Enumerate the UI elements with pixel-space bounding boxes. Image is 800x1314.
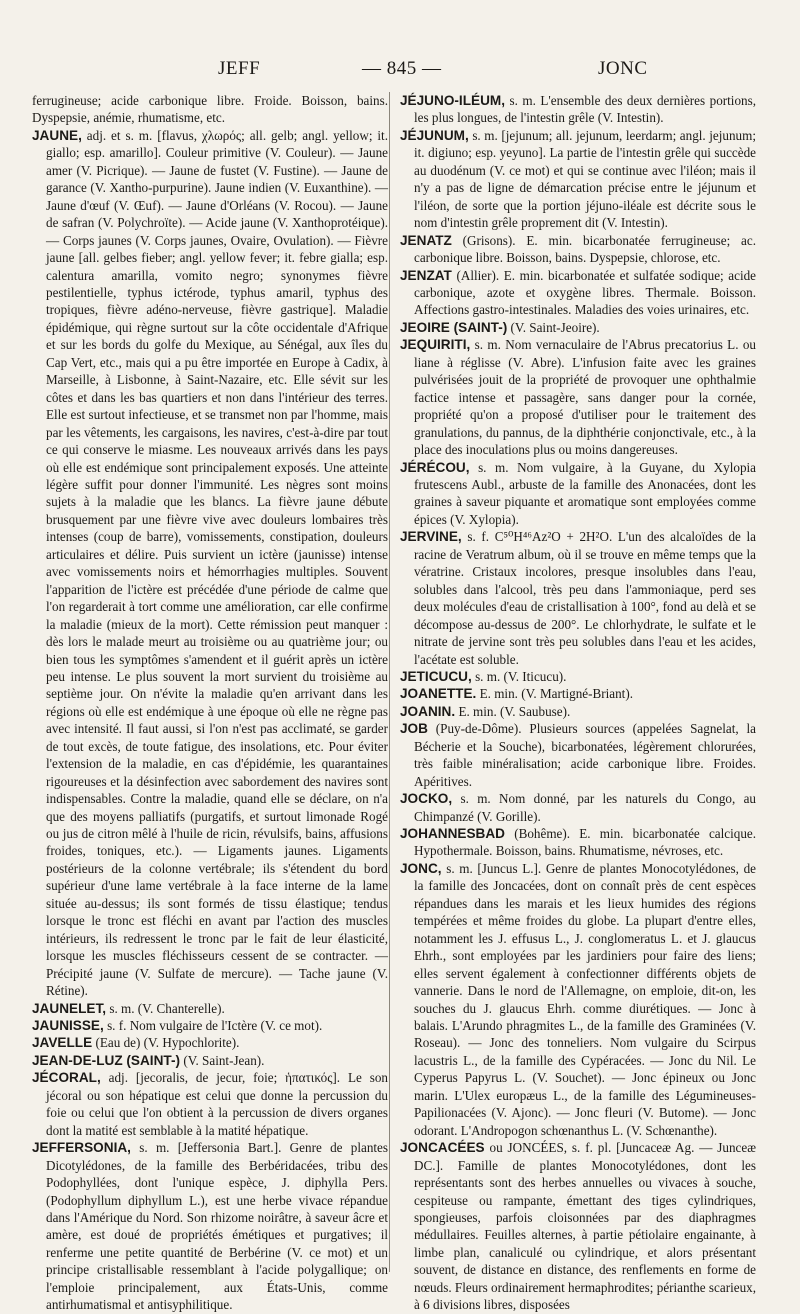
entry-headword: JOB [400, 721, 428, 737]
entry-headword: JENZAT [400, 267, 452, 283]
entry-body: s. f. C⁵⁰H⁴⁶Az²O + 2H²O. L'un des alcaloïdes de la racine de Veratrum album, où il se trouve en même temps que la vératrine. Cristaux incolores, presque insolubles dans l'eau, solubles dans l'alcool, très peu dans l'ammoniaque, perd ses deux molécules d'eau de cristallisation à 100°, fond au delà et se décompose au-dessus de 200°. Le chlorhydrate, le sulfate et le nitrate de jervine sont très peu solubles dans l'eau et les acides, l'acétate est soluble. [414, 529, 756, 667]
dictionary-entry [400, 825, 756, 860]
entry-body: s. m. Nom vulgaire, à la Guyane, du Xylopia frutescens Aubl., arbuste de la famille des Anonacées, dont les graines à saveur piquante et aromatique sont employées comme épices (V. Xylopia). [414, 459, 756, 527]
entry-body: E. min. (V. Saubuse). [458, 703, 571, 719]
dictionary-entry [400, 319, 756, 336]
entry-body: s. m. [jejunum; all. jejunum, leerdarm; angl. jejunum; it. digiuno; esp. yeyuno]. La partie de l'intestin grêle qui succède au duodénum (V. ce mot) et qui se continue avec l'iléon; mais il n'y a pas de ligne de démarcation précise entre le jéjunum et l'iléon, de sorte que la portion jéjuno-iléale est décrite sous le nom d'intestin grêle proprement dit (V. Intestin). [414, 127, 756, 231]
entry-body: ferrugineuse; acide carbonique libre. Froide. Boisson, bains. Dyspepsie, anémie, rhumatisme, etc. [32, 93, 388, 126]
dictionary-entry [32, 92, 388, 127]
entry-headword: JOHANNESBAD [400, 826, 505, 842]
entry-headword: JENATZ [400, 232, 452, 248]
entry-headword: JEQUIRITI, [400, 337, 471, 353]
column-divider [389, 92, 390, 1272]
entry-body: E. min. (V. Martigné-Briant). [479, 686, 633, 702]
entry-body: ou JONCÉES, s. f. pl. [Juncaceæ Ag. — Junceæ DC.]. Famille de plantes Monocotylédones, dont les représentants sont des herbes annuelles ou vivaces à souche, cespiteuse ou rampante, émettant des tiges cylindriques, spongieuses, parfois cloisonnées par des diaphragmes médullaires. Feuilles alternes, à partie pétiolaire engainante, à limbe plan, canaliculé ou cylindrique, et alors présentant souvent, de distance en distance, des renflements en forme de nœuds. Fleurs ordinairement hermaphrodites; périanthe scarieux, à 6 divisions libres, disposées [414, 1140, 756, 1313]
dictionary-entry [400, 127, 756, 232]
entry-headword: JERVINE, [400, 529, 462, 545]
entry-headword: JÉRÉCOU, [400, 459, 470, 475]
entry-headword: JEFFERSONIA, [32, 1140, 131, 1156]
entry-headword: JAUNE, [32, 127, 82, 143]
dictionary-entry [400, 92, 756, 127]
entry-body: s. m. [Juncus L.]. Genre de plantes Monocotylédones, de la famille des Joncacées, dont on connaît près de cent espèces répandues dans les marais et les lieux humides des régions tempérées et même froides du globe. La plupart d'entre elles, notamment les J. effusus L., J. conglomeratus L. et J. glaucus Ehrh., sont employées par les jardiniers pour faire des liens; elles servent également à confectionner différents objets de vannerie. Dans le nord de l'Allemagne, on emploie, dit-on, les souches du J. glaucus Ehrh. comme diurétiques. — Jonc à balais. L'Arundo phragmites L., de la famille des Graminées (V. Roseau). — Jonc des tonneliers. Nom vulgaire du Scirpus lacustris L., de la famille des Cypéracées. — Jonc du Nil. Le Cyperus Papyrus L. (V. Souchet). — Jonc épineux ou Jonc marin. L'Ulex europæus L., de la famille des Légumineuses-Papilionacées (V. Ajonc). — Jonc fleuri (V. Butome). — Jonc odorant. L'Andropogon schœnanthus L. (V. Schœnanthe). [414, 860, 756, 1138]
entry-body: s. m. L'ensemble des deux dernières portions, les plus longues, de l'intestin grêle (V. Intestin). [414, 93, 756, 126]
entry-body: (Eau de) (V. Hypochlorite). [95, 1035, 240, 1051]
left-column [32, 92, 388, 1314]
entry-headword: JONCACÉES [400, 1140, 485, 1156]
dictionary-entry [400, 790, 756, 825]
entry-body: s. m. Nom donné, par les naturels du Congo, au Chimpanzé (V. Gorille). [414, 791, 756, 824]
entry-headword: JÉJUNUM, [400, 127, 469, 143]
entry-headword: JAVELLE [32, 1035, 93, 1051]
entry-body: (Puy-de-Dôme). Plusieurs sources (appelées Sagnelat, la Bécherie et la Souche), bicarbonatées, légèrement chlorurées, très faible minéralisation; acide carbonique libre. Froides. Apéritives. [414, 721, 756, 789]
entry-headword: JAUNELET, [32, 1000, 107, 1016]
entry-headword: JOANETTE. [400, 686, 477, 702]
dictionary-entry [400, 267, 756, 319]
dictionary-entry [32, 1069, 388, 1139]
entry-body: (Grisons). E. min. bicarbonatée ferrugineuse; ac. carbonique libre. Boisson, bains. Dyspepsie, chlorose, etc. [414, 232, 756, 266]
dictionary-entry [400, 703, 756, 720]
entry-body: adj. [jecoralis, de jecur, foie; ἡπατικός]. Le son jécoral ou son hépatique est celui que donne la percussion du foie ou celui que l'on obtient à la percussion de divers organes dont la matité est semblable à la matité hépatique. [46, 1070, 388, 1138]
dictionary-entry [400, 668, 756, 685]
dictionary-entry [400, 459, 756, 529]
entry-body: s. m. (V. Chanterelle). [109, 1000, 225, 1016]
entry-headword: JOCKO, [400, 791, 453, 807]
entry-headword: JONC, [400, 860, 442, 876]
entry-body: (Bohême). E. min. bicarbonatée calcique. Hypothermale. Boisson, bains. Rhumatisme, névroses, etc. [414, 826, 757, 859]
right-column [400, 92, 756, 1314]
entry-body: (V. Saint-Jeoire). [510, 319, 600, 335]
running-head [40, 58, 760, 88]
dictionary-entry [400, 336, 756, 458]
header-left-word: JEFF [218, 58, 261, 79]
dictionary-entry [32, 127, 388, 1000]
dictionary-entry [400, 1139, 756, 1314]
entry-body: adj. et s. m. [flavus, χλωρός; all. gelb; angl. yellow; it. giallo; esp. amarillo]. Couleur primitive (V. Couleur). — Jaune amer (V. Picrique). — Jaune de fustet (V. Fustine). — Jaune de garance (V. Xantho-purpurine). Jaune indien (V. Euxanthine). — Jaune d'œuf (V. Œuf). — Jaune d'Orléans (V. Rocou). — Jaune de safran (V. Polychroïte). — Acide jaune (V. Xanthoprotéique). — Corps jaunes (V. Corps jaunes, Ovaire, Ovulation). — Fièvre jaune [all. gelbes fieber; angl. yellow fever; it. febre gialla; esp. calentura amarilla, vomito negro; synonymes fièvre pestilentielle, typhus ictérode, typhus amaril, typhus des tropiques, fièvre adéno-nerveuse, fièvre gastrique]. Maladie épidémique, qui règne surtout sur la côte occidentale d'Afrique et sur les bords du golfe du Mexique, au Sénégal, aux îles du Cap Vert, etc., mais qui a pu être importée en Europe à Cadix, à Marseille, à Lisbonne, à Saint-Nazaire, etc. Elle sévit sur les côtes et dans les bas quartiers et non dans l'intérieur des terres. Elle est surtout infectieuse, et se transmet non par l'homme, mais par les vêtements, les cargaisons, les navires, c'est-à-dire par tout ce qui conserve le miasme. Les nouveaux arrivés dans les pays où elle est endémique sont principalement exposés. Une atteinte légère suffit pour donner l'immunité. Les nègres sont moins sujets à la maladie que les blancs. La fièvre jaune débute brusquement par une fièvre vive avec douleurs lombaires très intenses (coup de barre), vomissements, constipation, douleurs articulaires et délire. Puis survient un ictère (jaunisse) intense avec vomissements noirs et hémorrhagies multiples. Souvent l'apparition de l'ictère est précédée d'une période de calme que l'on regarderait à tort comme une amélioration, car elle confirme la maladie (mieux de la mort). Cette rémission peut manquer : dès lors le malade meurt au troisième ou au quatrième jour; ou bien tous les symptômes s'amendent et il guérit après un ictère peu intense. Le plus souvent la mort survient du troisième au septième jour. On n'évite la maladie qu'en arrivant dans les régions où elle est endémique à une époque où elle ne règne pas avec intensité. Il faut aussi, si l'on n'est pas acclimaté, se garder de tout excès, de toute fatigue, des insolations, etc. Pour éviter l'extension de la maladie, en cas d'épidémie, les quarantaines rigoureuses et la désinfection avec sabordement des navires sont indispensables. Contre la maladie, quand elle se déclare, on n'a que des moyens palliatifs (purgatifs, et surtout limonade Rogé ou jus de citron mêlé à l'huile de ricin, révulsifs, bains, affusions froides, toniques, etc.). — Ligaments jaunes. Ligaments postérieurs de la colonne vertébrale; ils s'étendent du bord supérieur d'une lame vertébrale à la face interne de la lame située au-dessus; ils sont formés de tissu élastique; tendus lorsque le tronc est fléchi en avant par l'action des muscles intérieurs, ils redressent le tronc par le fait de leur élasticité, lorsque les muscles fléchisseurs cessent de se contracter. — Précipité jaune (V. Sulfate de mercure). — Tache jaune (V. Rétine). [46, 127, 388, 999]
dictionary-entry [32, 1052, 388, 1069]
entry-headword: JETICUCU, [400, 668, 472, 684]
page-number: — 845 — [362, 58, 442, 79]
entry-body: s. m. [Jeffersonia Bart.]. Genre de plantes Dicotylédones, de la famille des Berbéridacées, tribu des Podophyllées, dont l'unique espèce, J. diphylla Pers. (Podophyllum diphyllum L.), est une herbe vivace répandue dans l'Amérique du Nord. Son rhizome noirâtre, à saveur âcre et amère, est doué de propriétés émétiques et purgatives; il renferme une petite quantité de Berbérine (V. ce mot) et un principe cristallisable ressemblant à l'acide polygallique; on l'emploie principalement, aux États-Unis, comme antirhumatismal et antisyphilitique. [46, 1140, 388, 1313]
dictionary-entry [400, 528, 756, 668]
entry-headword: JOANIN. [400, 703, 456, 719]
entry-headword: JÉJUNO-ILÉUM, [400, 93, 505, 108]
entry-body: s. m. Nom vernaculaire de l'Abrus precatorius L. ou liane à réglisse (V. Abre). L'infusion faite avec les graines pulvérisées jouit de la propriété de provoquer une ophthalmie factice intense et passagère, sans danger pour la cornée, propriété qu'on a proposé d'utiliser pour le traitement des granulations, du pannus, de la diphthérie conjonctivale, etc., à la place des inoculations plus ou moins dangereuses. [414, 337, 757, 458]
entry-body: (Allier). E. min. bicarbonatée et sulfatée sodique; acide carbonique, azote et oxygène libres. Thermale. Boisson. Affections gastro-intestinales. Maladies des voies urinaires, etc. [414, 267, 756, 318]
entry-headword: JAUNISSE, [32, 1018, 104, 1034]
dictionary-entry [400, 685, 756, 702]
entry-headword: JEOIRE (SAINT-) [400, 319, 508, 335]
entry-headword: JÉCORAL, [32, 1070, 101, 1086]
dictionary-entry [32, 1017, 388, 1034]
dictionary-entry [32, 1000, 388, 1017]
entry-body: s. m. (V. Iticucu). [475, 668, 567, 684]
entry-headword: JEAN-DE-LUZ (SAINT-) [32, 1052, 181, 1068]
dictionary-entry [400, 720, 756, 790]
entry-body: s. f. Nom vulgaire de l'Ictère (V. ce mot). [107, 1018, 323, 1034]
dictionary-entry [400, 232, 756, 267]
dictionary-entry [400, 860, 756, 1139]
dictionary-entry [32, 1139, 388, 1314]
header-right-word: JONC [598, 58, 648, 79]
dictionary-entry [32, 1034, 388, 1051]
entry-body: (V. Saint-Jean). [183, 1052, 265, 1068]
